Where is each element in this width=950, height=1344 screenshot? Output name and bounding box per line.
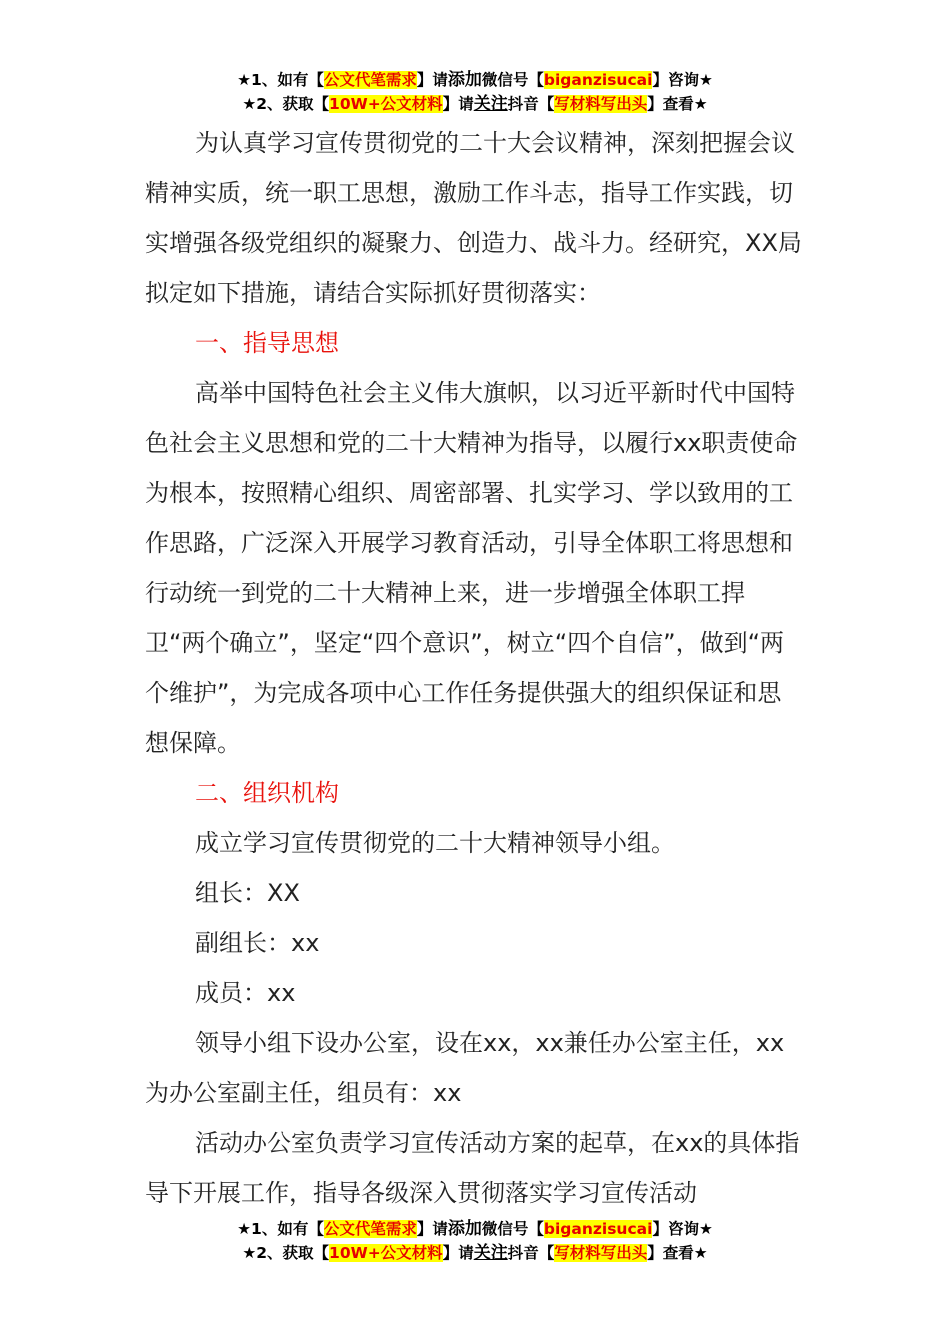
header-banner: [0, 68, 950, 116]
highlight-wechat-id: biganzisucai: [543, 1220, 653, 1238]
star-icon: ★: [693, 1244, 708, 1262]
section-1-paragraph: 高举中国特色社会主义伟大旗帜，以习近平新时代中国特色社会主义思想和党的二十大精神为指导，以履行xx职责使命为根本，按照精心组织、周密部署、扎实学习、学以致用的工作思路，广泛深入开展学习教育活动，引导全体职工将思想和行动统一到党的二十大精神上来，进一步增强全体职工捍卫“两个确立”，坚定“四个意识”，树立“四个自信”，做到“两个维护”，为完成各项中心工作任务提供强大的组织保证和思想保障。: [145, 379, 798, 757]
section-2-paragraph: 成立学习宣传贯彻党的二十大精神领导小组。: [195, 829, 675, 857]
highlight-materials: 10W+公文材料: [329, 95, 443, 113]
footer-banner: [0, 1217, 950, 1265]
star-icon: ★: [242, 1244, 257, 1262]
banner-line-1: ★1、如有【公文代笔需求】请添加微信号【biganzisucai】咨询★: [237, 1219, 713, 1239]
banner-line-2: ★2、获取【10W+公文材料】请关注抖音【写材料写出头】查看★: [242, 1243, 708, 1263]
banner-line-1: ★1、如有【公文代笔需求】请添加微信号【biganzisucai】咨询★: [237, 70, 713, 90]
star-icon: ★: [698, 1220, 713, 1238]
star-icon: ★: [693, 95, 708, 113]
section-2-heading: 二、组织机构: [195, 779, 339, 807]
section-1-heading: 一、指导思想: [195, 329, 339, 357]
highlight-douyin: 写材料写出头: [554, 95, 648, 113]
banner-line-2: ★2、获取【10W+公文材料】请关注抖音【写材料写出头】查看★: [242, 94, 708, 114]
highlight-service: 公文代笔需求: [323, 1220, 417, 1238]
duty-paragraph: 活动办公室负责学习宣传活动方案的起草，在xx的具体指导下开展工作，指导各级深入贯彻落实学习宣传活动: [145, 1129, 800, 1207]
star-icon: ★: [242, 95, 257, 113]
document-body: [145, 118, 805, 1218]
deputy-leader-line: 副组长：xx: [195, 929, 320, 957]
highlight-wechat-id: biganzisucai: [543, 71, 653, 89]
star-icon: ★: [237, 1220, 252, 1238]
highlight-materials: 10W+公文材料: [329, 1244, 443, 1262]
star-icon: ★: [237, 71, 252, 89]
highlight-douyin: 写材料写出头: [554, 1244, 648, 1262]
intro-paragraph: 为认真学习宣传贯彻党的二十大会议精神，深刻把握会议精神实质，统一职工思想，激励工作斗志，指导工作实践，切实增强各级党组织的凝聚力、创造力、战斗力。经研究，XX局拟定如下措施，请结合实际抓好贯彻落实：: [145, 129, 802, 307]
star-icon: ★: [698, 71, 713, 89]
highlight-service: 公文代笔需求: [323, 71, 417, 89]
leader-line: 组长：XX: [195, 879, 300, 907]
office-paragraph: 领导小组下设办公室，设在xx，xx兼任办公室主任，xx为办公室副主任，组员有：xx: [145, 1029, 785, 1107]
members-line: 成员：xx: [195, 979, 296, 1007]
